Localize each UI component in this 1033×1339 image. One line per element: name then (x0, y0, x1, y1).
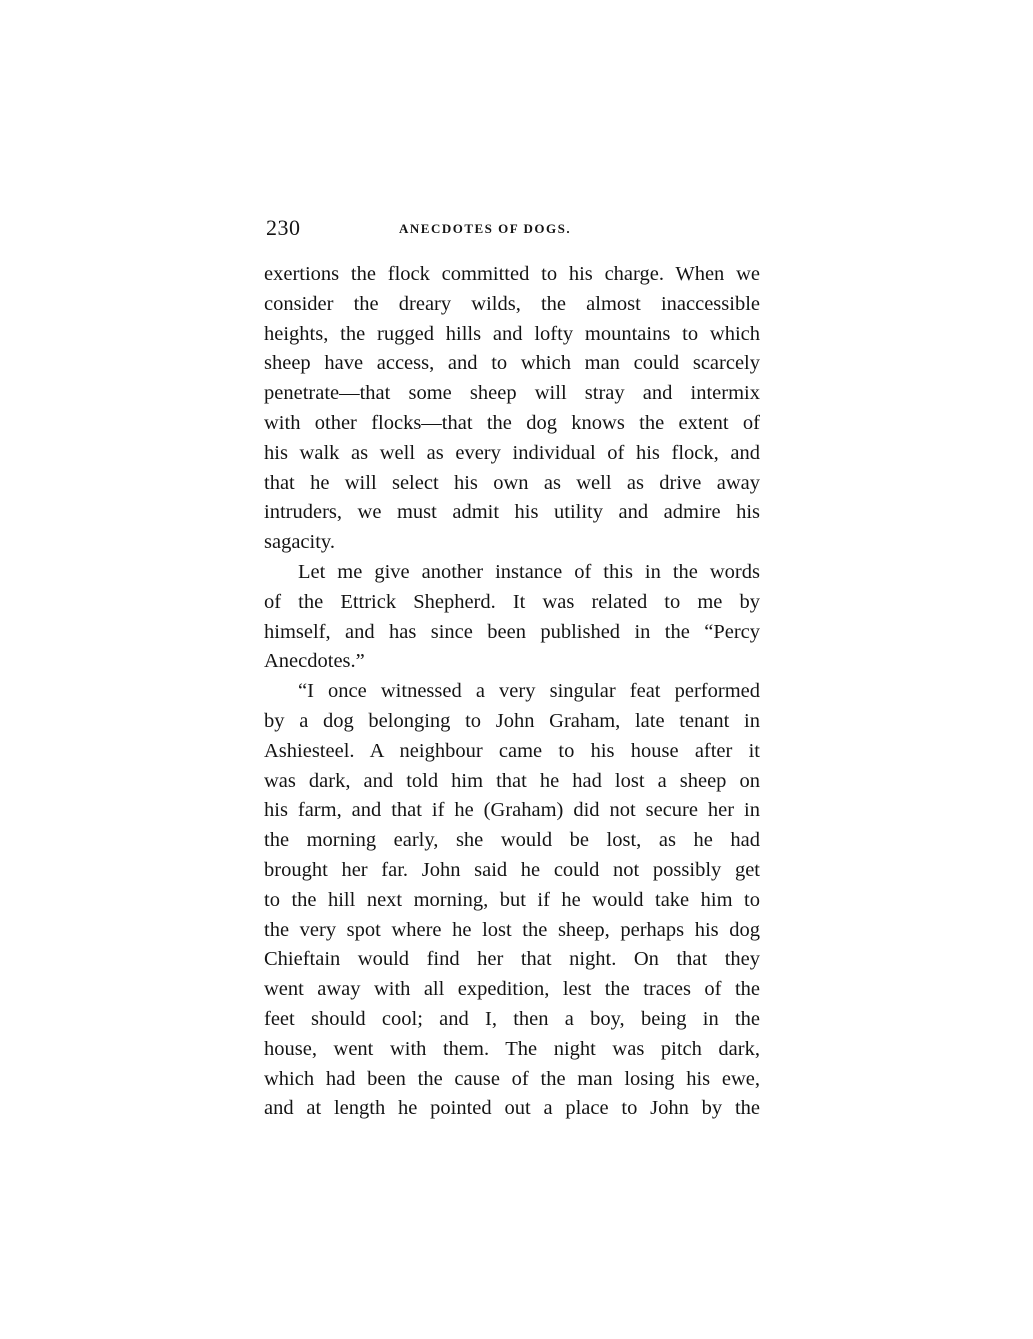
text-line: exertions the flock committed to his charge. When we (264, 263, 760, 285)
text-line: intruders, we must admit his utility and admire his (264, 501, 760, 524)
text-line: which had been the cause of the man losing his ewe, (264, 1067, 760, 1090)
text-line: sheep have access, and to which man could scarcely (264, 352, 760, 375)
text-line: to the hill next morning, but if he would take him to (264, 888, 760, 911)
running-title: ANECDOTES OF DOGS. (399, 221, 572, 236)
text-line: Anecdotes.” (264, 650, 365, 673)
text-line: feet should cool; and I, then a boy, being in the (264, 1007, 760, 1030)
text-line: with other flocks—that the dog knows the extent of (264, 411, 760, 434)
text-line: consider the dreary wilds, the almost inaccessible (264, 292, 760, 315)
text-line: and at length he pointed out a place to John by the (264, 1097, 760, 1120)
text-line: the morning early, she would be lost, as he had (264, 829, 760, 852)
text-line: Ashiesteel. A neighbour came to his house after it (264, 739, 760, 762)
paragraph-1 (264, 260, 760, 558)
text-line: himself, and has since been published in the “Percy (264, 620, 760, 643)
text-line: brought her far. John said he could not possibly get (264, 858, 760, 881)
text-line: sagacity. (264, 531, 335, 554)
text-line: of the Ettrick Shepherd. It was related to me by (264, 590, 760, 613)
text-line: Chieftain would find her that night. On that they (264, 948, 760, 971)
text-line: Let me give another instance of this in the words (298, 560, 760, 583)
text-line: that he will select his own as well as drive away (264, 471, 760, 494)
text-line: his farm, and that if he (Graham) did not secure her in (264, 799, 760, 822)
text-line: went away with all expedition, lest the traces of the (264, 978, 760, 1001)
text-line: house, went with them. The night was pitch dark, (264, 1037, 760, 1060)
text-line: heights, the rugged hills and lofty mountains to which (264, 322, 760, 345)
text-line: by a dog belonging to John Graham, late tenant in (264, 709, 760, 732)
text-line: penetrate—that some sheep will stray and intermix (264, 382, 760, 405)
page-number: 230 (266, 215, 301, 240)
text-line: “I once witnessed a very singular feat performed (298, 680, 760, 703)
body-text (264, 260, 760, 1124)
paragraph-2 (264, 558, 760, 677)
running-head (266, 214, 766, 244)
text-line: was dark, and told him that he had lost a sheep on (264, 769, 760, 792)
paragraph-3 (264, 677, 760, 1124)
text-line: the very spot where he lost the sheep, perhaps his dog (264, 918, 760, 941)
text-line: his walk as well as every individual of his flock, and (264, 441, 760, 464)
